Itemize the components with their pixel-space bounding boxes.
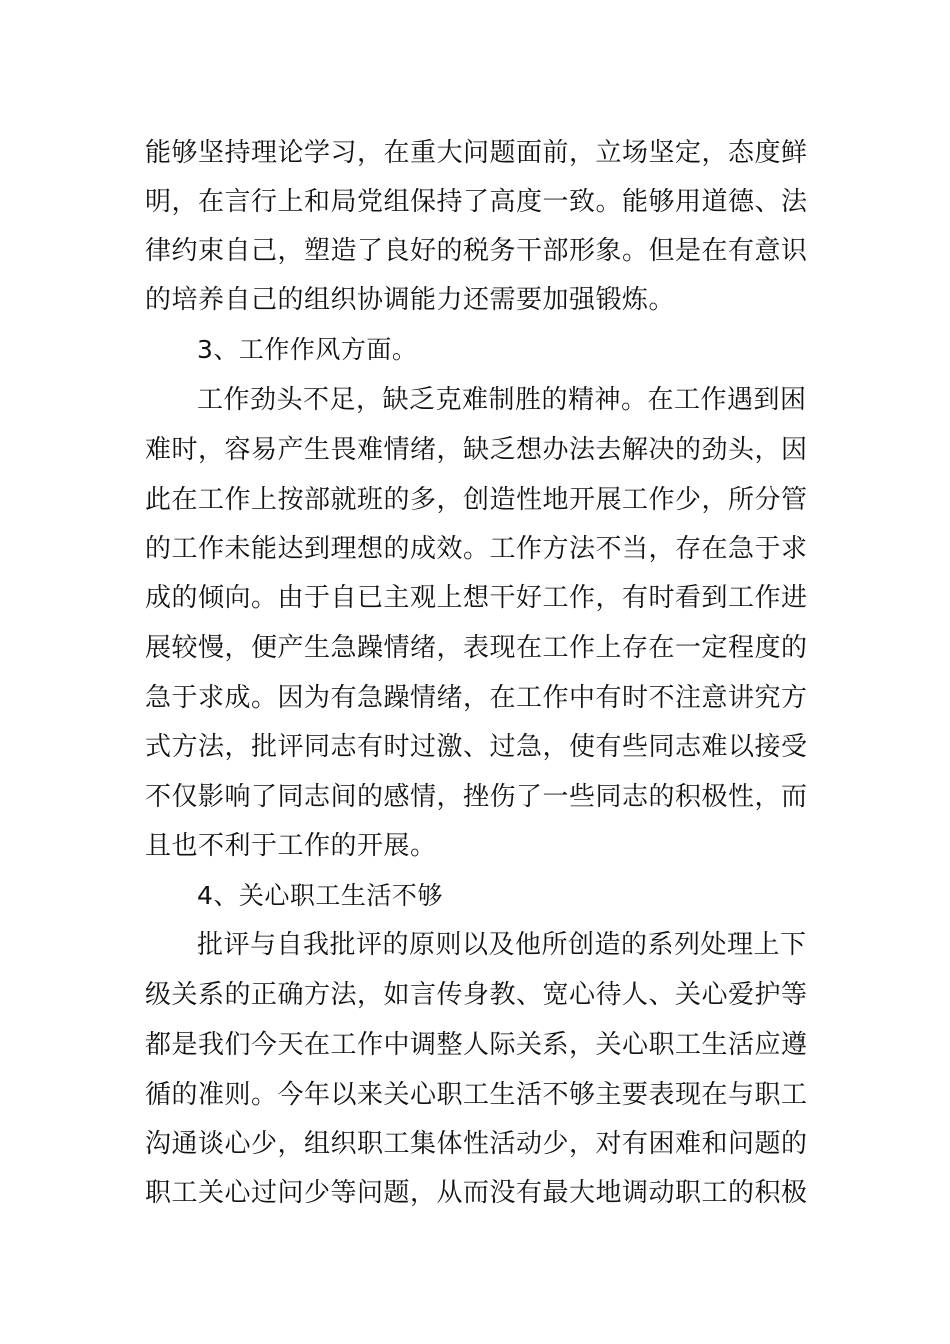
paragraph-line: 职工关心过问少等问题，从而没有最大地调动职工的积极: [145, 1178, 808, 1208]
paragraph-line: 沟通谈心少，组织职工集体性活动少，对有困难和问题的: [145, 1129, 808, 1159]
paragraph-line: 式方法，批评同志有时过激、过急，使有些同志难以接受: [145, 732, 808, 762]
paragraph-line: 工作劲头不足，缺乏克难制胜的精神。在工作遇到困: [197, 385, 807, 415]
paragraph-line: 急于求成。因为有急躁情绪，在工作中有时不注意讲究方: [145, 683, 808, 713]
paragraph-line: 明，在言行上和局党组保持了高度一致。能够用道德、法: [145, 187, 808, 217]
paragraph-line: 此在工作上按部就班的多，创造性地开展工作少，所分管: [145, 485, 808, 515]
paragraph-line: 不仅影响了同志间的感情，挫伤了一些同志的积极性，而: [145, 782, 808, 812]
paragraph-line: 成的倾向。由于自已主观上想干好工作，有时看到工作进: [145, 583, 808, 613]
paragraph-line: 能够坚持理论学习，在重大问题面前，立场坚定，态度鲜: [145, 138, 808, 168]
paragraph-line: 律约束自己，塑造了良好的税务干部形象。但是在有意识: [145, 236, 808, 266]
section-heading-4: 4、关心职工生活不够: [197, 881, 443, 910]
section-heading-3: 3、工作作风方面。: [197, 335, 418, 364]
paragraph-line: 批评与自我批评的原则以及他所创造的系列处理上下: [197, 930, 807, 960]
paragraph-line: 级关系的正确方法，如言传身教、宽心待人、关心爱护等: [145, 980, 808, 1010]
paragraph-line: 难时，容易产生畏难情绪，缺乏想办法去解决的劲头，因: [145, 435, 808, 465]
paragraph-line: 的工作未能达到理想的成效。工作方法不当，存在急于求: [145, 534, 808, 564]
paragraph-line: 循的准则。今年以来关心职工生活不够主要表现在与职工: [145, 1080, 808, 1110]
paragraph-line: 展较慢，便产生急躁情绪，表现在工作上存在一定程度的: [145, 633, 808, 663]
paragraph-line: 都是我们今天在工作中调整人际关系，关心职工生活应遵: [145, 1030, 808, 1060]
paragraph-line: 且也不利于工作的开展。: [145, 831, 437, 861]
paragraph-line: 的培养自己的组织协调能力还需要加强锻炼。: [145, 285, 676, 315]
